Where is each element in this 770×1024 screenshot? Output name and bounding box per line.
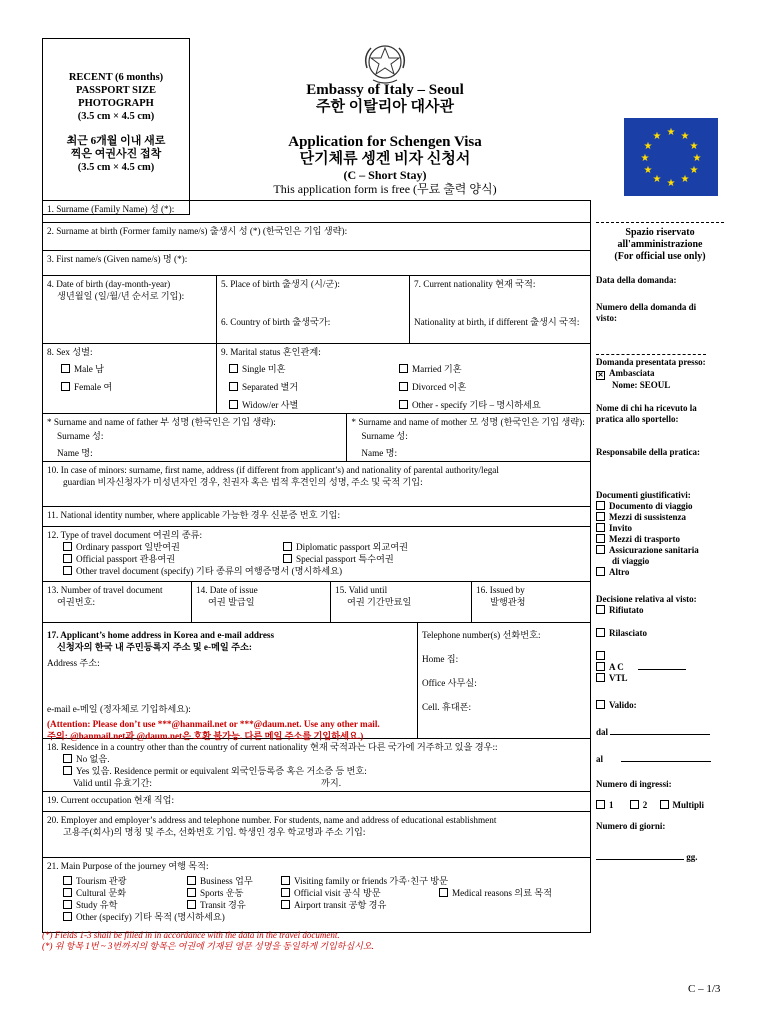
field-17-address[interactable]: 17. Applicant’s home address in Korea and e-mail address 신청자의 한국 내 주민등록지 주소 및 e-메일 주소: Address 주소: e-mail e-메일 (정자체로 기입하세요): (Attention: Please don’t use ***@hanmail.net or ***@daum.net. Use any other mail. 주의: @hanmail.net과 @daum.net은 호환 불가능. 다른 메일 주소를 기입하세요.): [43, 623, 418, 738]
doc-viaggio-checkbox[interactable]: [596, 501, 605, 510]
other-document-checkbox[interactable]: [63, 566, 72, 575]
ordinary-passport-checkbox[interactable]: [63, 542, 72, 551]
ambasciata-checkbox[interactable]: ✕: [597, 371, 604, 379]
separated-checkbox[interactable]: [229, 382, 238, 391]
photo-en-3: PHOTOGRAPH: [78, 98, 154, 109]
svg-text:★: ★: [666, 127, 676, 138]
invito-checkbox[interactable]: [596, 523, 605, 532]
rifiutato-checkbox[interactable]: [596, 605, 605, 614]
email-warning-en: (Attention: Please don’t use ***@hanmail.net or ***@daum.net. Use any other mail.: [47, 719, 380, 729]
photo-ko-1: 최근 6개월 이내 새로: [66, 135, 166, 147]
field-18-residence: 18. Residence in a country other than the country of current nationality 현재 국적과는 다른 국가에 거주하고 있을 경우:: No 없음. Yes 있음. Residence permit or equivalent 외국인등록증 혹은 거소증 등 번호: Valid until 유효기간: 까지.: [43, 739, 591, 792]
business-checkbox[interactable]: [187, 876, 196, 885]
photo-en-4: (3.5 cm × 4.5 cm): [77, 111, 155, 122]
field-14-issue-date[interactable]: 14. Date of issue 여권 발급일: [192, 582, 331, 622]
field-1-surname[interactable]: 1. Surname (Family Name) 성 (*):: [43, 201, 591, 223]
official-visit-checkbox[interactable]: [281, 888, 290, 897]
field-9-marital-status: 9. Marital status 혼인관계: Single 미혼 Married 기혼 Separated 별거 Divorced 이혼 Widow/er 사별 Other - specify 기타 – 명시하세요: [217, 344, 591, 414]
widow-checkbox[interactable]: [229, 400, 238, 409]
footnote: [42, 930, 374, 952]
field-2-surname-at-birth[interactable]: 2. Surname at birth (Former family name/s) 출생시 성 (*) (한국인은 기입 생략):: [43, 223, 591, 251]
rilasciato-checkbox[interactable]: [596, 628, 605, 637]
field-3-first-name[interactable]: 3. First name/s (Given name/s) 명 (*):: [43, 251, 591, 276]
ingressi-1-checkbox[interactable]: [596, 800, 605, 809]
mezzi-sussistenza-checkbox[interactable]: [596, 512, 605, 521]
study-checkbox[interactable]: [63, 900, 72, 909]
field-19-occupation[interactable]: 19. Current occupation 현재 직업:: [43, 792, 591, 812]
footnote-ko: (*) 위 항목 1번 ~ 3번까지의 항목은 여권에 기재된 영문 성명을 동일하게 기입하십시오.: [42, 941, 374, 951]
single-checkbox[interactable]: [229, 364, 238, 373]
svg-text:★: ★: [643, 141, 653, 152]
sports-checkbox[interactable]: [187, 888, 196, 897]
footnote-en: (*) Fields 1-3 shall be filled in in accordance with the data in the travel document.: [42, 930, 340, 940]
header: [250, 40, 520, 183]
svg-text:★: ★: [652, 131, 662, 142]
ingressi-multipli-checkbox[interactable]: [660, 800, 669, 809]
svg-text:★: ★: [680, 174, 690, 185]
other-purpose-checkbox[interactable]: [63, 912, 72, 921]
transit-checkbox[interactable]: [187, 900, 196, 909]
residence-no-checkbox[interactable]: [63, 754, 72, 763]
application-title-ko: 단기체류 셍겐 비자 신청서: [299, 151, 471, 167]
assicurazione-checkbox[interactable]: [596, 545, 605, 554]
special-passport-checkbox[interactable]: [283, 554, 292, 563]
field-16-issued-by[interactable]: 16. Issued by 발행관청: [476, 585, 526, 607]
svg-text:★: ★: [652, 174, 662, 185]
mezzi-trasporto-checkbox[interactable]: [596, 534, 605, 543]
residence-yes-checkbox[interactable]: [63, 766, 72, 775]
photo-ko-2: 찍은 여권사진 접착: [70, 148, 162, 160]
photo-ko-3: (3.5 cm × 4.5 cm): [77, 162, 155, 173]
other-marital-checkbox[interactable]: [399, 400, 408, 409]
official-use-sidebar: Spazio riservato all'amministrazione (For official use only) Data della domanda: Numero della domanda di visto: Domanda presentata presso: ✕ Ambasciata Nome: SEOUL Nome di chi ha ricevuto la pratica allo sportello: Responsabile della pratica: Documenti giustificativi: Documento di viaggio Mezzi di sussistenza Invito Mezzi di trasporto Assicurazione sanitaria di viaggio Altro Decisione relativa al visto: Rifiutato Rilasciato A C VTL Valido: dal al Numero di ingressi: 1 2 Multipli Numero di giorni: gg.: [596, 222, 724, 863]
photo-en-2: PASSPORT SIZE: [75, 85, 157, 96]
field-4-date-of-birth[interactable]: 4. Date of birth (day-month-year) 생년월일 (일/월/년 순서로 기입):: [43, 276, 217, 344]
diplomatic-passport-checkbox[interactable]: [283, 542, 292, 551]
embassy-title-ko: 주한 이탈리아 대사관: [316, 99, 454, 115]
divorced-checkbox[interactable]: [399, 382, 408, 391]
valido-checkbox[interactable]: [596, 700, 605, 709]
cultural-checkbox[interactable]: [63, 888, 72, 897]
field-8-sex: 8. Sex 성별: Male 남 Female 여: [43, 344, 217, 414]
svg-text:★: ★: [689, 141, 699, 152]
mother-name-field[interactable]: * Surname and name of mother 모 성명 (한국인은 기입 생략): Surname 성: Name 명:: [347, 414, 591, 462]
medical-checkbox[interactable]: [439, 888, 448, 897]
short-stay-label: (C – Short Stay): [343, 168, 427, 182]
field-11-national-id[interactable]: 11. National identity number, where applicable 가능한 경우 신분증 번호 기입:: [43, 507, 591, 527]
field-10-minors[interactable]: 10. In case of minors: surname, first name, address (if different from applicant’s) and nationality of parental authority/legal guardian 비자신청자가 미성년자인 경우, 친권자 혹은 법적 후견인의 성명, 주소 및 국적 기입:: [43, 462, 591, 507]
father-name-field[interactable]: * Surname and name of father 부 성명 (한국인은 기입 생략): Surname 성: Name 명:: [43, 414, 347, 462]
application-form: [42, 200, 591, 933]
telephone-field[interactable]: Telephone number(s) 선화번호: Home 집: Office 사무실: Cell. 휴대폰:: [422, 630, 541, 712]
svg-text:★: ★: [680, 131, 690, 142]
male-checkbox[interactable]: [61, 364, 70, 373]
field-12-travel-document-type: 12. Type of travel document 여권의 종류: Ordinary passport 일반여권 Diplomatic passport 외교여권 Official passport 관용여권 Special passport 특수여권 Other travel document (specify) 기타 종류의 여행증명서 (명시하세요): [43, 527, 591, 582]
email-warning-ko: 주의: @hanmail.net과 @daum.net은 호환 불가능. 다른 메일 주소를 기입하세요.): [47, 731, 364, 741]
svg-text:★: ★: [692, 153, 702, 164]
field-15-valid-until[interactable]: 15. Valid until 여권 기간만료일: [331, 582, 472, 622]
blank-checkbox[interactable]: [596, 651, 605, 660]
visiting-checkbox[interactable]: [281, 876, 290, 885]
svg-text:★: ★: [689, 165, 699, 176]
ingressi-2-checkbox[interactable]: [630, 800, 639, 809]
official-passport-checkbox[interactable]: [63, 554, 72, 563]
field-5-6-birth[interactable]: 5. Place of birth 출생지 (시/군): 6. Country of birth 출생국가:: [217, 276, 410, 344]
female-checkbox[interactable]: [61, 382, 70, 391]
free-form-note: This application form is free (무료 출력 양식): [273, 182, 497, 196]
photo-box: [42, 38, 190, 215]
field-13-document-number[interactable]: 13. Number of travel document 여권번호:: [43, 582, 192, 622]
married-checkbox[interactable]: [399, 364, 408, 373]
field-21-purpose: 21. Main Purpose of the journey 여행 목적: Tourism 관광 Business 업무 Visiting family or friends 가족·친구 방문 Cultural 문화 Sports 운동 Official visit 공식 방문 Medical reasons 의료 목적 Study 유학 Transit 경유 Airport transit 공항 경유 Other (specify) 기타 목적 (명시하세요): [43, 858, 591, 933]
airport-transit-checkbox[interactable]: [281, 900, 290, 909]
page-number: C – 1/3: [688, 983, 721, 995]
application-title-en: Application for Schengen Visa: [288, 134, 482, 150]
svg-text:★: ★: [666, 178, 676, 189]
eu-flag-icon: [624, 118, 718, 196]
field-7-nationality[interactable]: 7. Current nationality 현재 국적: Nationality at birth, if different 출생시 국적:: [410, 276, 591, 344]
ac-checkbox[interactable]: [596, 662, 605, 671]
svg-text:★: ★: [643, 165, 653, 176]
embassy-title-en: Embassy of Italy – Seoul: [306, 82, 464, 98]
altro-checkbox[interactable]: [596, 567, 605, 576]
field-20-employer[interactable]: 20. Employer and employer’s address and telephone number. For students, name and address of educational establishment 고용주(회사)의 명칭 및 주소, 선화번호 기입. 학생인 경우 학교명과 주소 기입:: [43, 812, 591, 858]
svg-text:★: ★: [640, 153, 650, 164]
vtl-checkbox[interactable]: [596, 673, 605, 682]
tourism-checkbox[interactable]: [63, 876, 72, 885]
photo-en-1: RECENT (6 months): [68, 72, 164, 83]
